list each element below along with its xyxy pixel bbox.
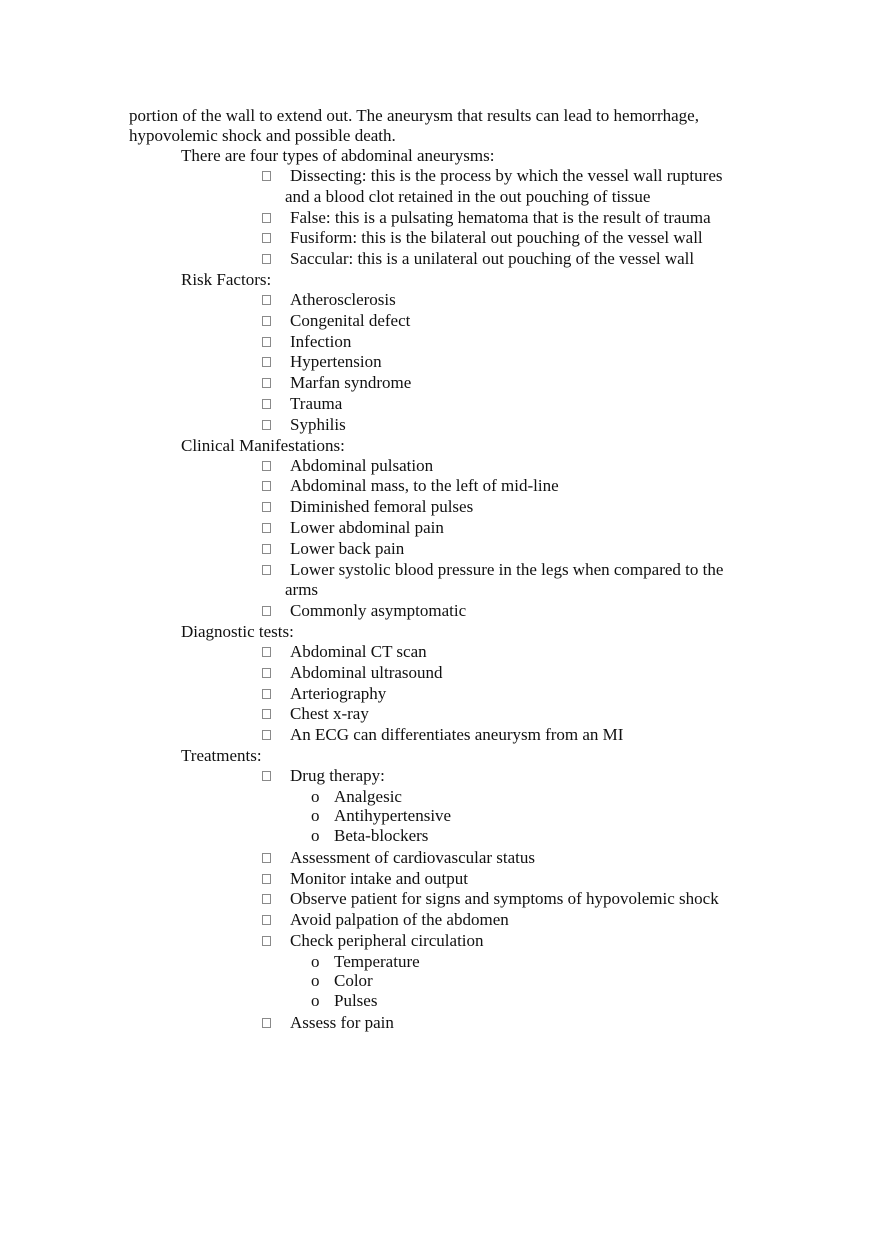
list-item: [0, 166, 745, 208]
sub-list-item-text: Pulses: [334, 991, 378, 1011]
content-body: [0, 146, 880, 1034]
risk-factors-heading: Risk Factors:: [181, 269, 272, 289]
list-item-text: Abdominal mass, to the left of mid-line: [290, 476, 559, 496]
list-item-text: Hypertension: [290, 352, 382, 372]
checkbox-bullet-icon: [262, 399, 271, 409]
list-item: [0, 910, 740, 931]
checkbox-bullet-icon: [262, 523, 271, 533]
list-item-text: Commonly asymptomatic: [290, 601, 467, 621]
list-item-text: Saccular: this is a unilateral out pouching of the vessel wall: [290, 249, 695, 269]
checkbox-bullet-icon: [262, 894, 271, 904]
list-item-text: Atherosclerosis: [290, 289, 396, 309]
list-item: [0, 373, 740, 394]
list-item: [0, 518, 740, 539]
list-item-text: Trauma: [290, 393, 343, 413]
list-item-text: Lower systolic blood pressure in the legs when compared to the arms: [285, 559, 724, 600]
list-item-text: Assessment of cardiovascular status: [290, 847, 536, 867]
checkbox-bullet-icon: [262, 730, 271, 740]
intro-line: portion of the wall to extend out. The aneurysm that results can lead to hemorrhage,: [129, 106, 699, 125]
clinical-manifestations-heading: Clinical Manifestations:: [181, 435, 345, 455]
sub-list-item: [0, 991, 880, 1011]
checkbox-bullet-icon: [262, 936, 271, 946]
list-item-text: Avoid palpation of the abdomen: [290, 910, 509, 930]
checkbox-bullet-icon: [262, 461, 271, 471]
list-item: [0, 539, 740, 560]
list-item: [0, 725, 740, 746]
list-item: [0, 332, 740, 353]
sub-list-item-text: Antihypertensive: [334, 806, 452, 826]
checkbox-bullet-icon: [262, 233, 271, 243]
checkbox-bullet-icon: [262, 171, 271, 181]
list-item: [0, 684, 740, 705]
circle-bullet-icon: o: [311, 806, 320, 826]
sub-list-item: [0, 787, 880, 807]
list-item: [0, 601, 740, 622]
checkbox-bullet-icon: [262, 378, 271, 388]
list-item-text: Lower back pain: [290, 538, 405, 558]
list-item-text: Dissecting: this is the process by which the vessel wall ruptures and a blood clot retained in the out pouching of tissue: [285, 166, 723, 206]
checkbox-bullet-icon: [262, 213, 271, 223]
checkbox-bullet-icon: [262, 254, 271, 264]
checkbox-bullet-icon: [262, 647, 271, 657]
checkbox-bullet-icon: [262, 853, 271, 863]
circle-bullet-icon: o: [311, 826, 320, 846]
list-item: [0, 663, 740, 684]
list-item: [0, 766, 740, 787]
clinical-manifestations-list: [0, 456, 880, 622]
list-item: [0, 889, 740, 910]
list-item-text: Arteriography: [290, 683, 387, 703]
list-item: [0, 249, 740, 270]
list-item-text: Chest x-ray: [290, 704, 369, 724]
list-item: [0, 704, 740, 725]
checkbox-bullet-icon: [262, 874, 271, 884]
list-item-text: Observe patient for signs and symptoms of hypovolemic shock: [290, 889, 719, 909]
sub-list-item-text: Analgesic: [334, 786, 402, 806]
circle-bullet-icon: o: [311, 991, 320, 1011]
list-item-text: Abdominal pulsation: [290, 455, 434, 475]
checkbox-bullet-icon: [262, 1018, 271, 1028]
list-item-text: Fusiform: this is the bilateral out pouching of the vessel wall: [290, 228, 703, 248]
circulation-sublist: [0, 952, 880, 1011]
intro-line: hypovolemic shock and possible death.: [129, 126, 396, 145]
list-item-text: Marfan syndrome: [290, 373, 412, 393]
list-item: [0, 290, 740, 311]
sub-list-item: [0, 826, 880, 846]
list-item-text: Lower abdominal pain: [290, 517, 444, 537]
checkbox-bullet-icon: [262, 689, 271, 699]
treatments-heading: Treatments:: [181, 745, 262, 765]
sub-list-item: [0, 952, 880, 972]
list-item: [0, 208, 740, 229]
list-item: [0, 394, 740, 415]
list-item-text: Infection: [290, 331, 352, 351]
checkbox-bullet-icon: [262, 357, 271, 367]
list-item: [0, 869, 740, 890]
list-item: [0, 476, 740, 497]
diagnostic-tests-heading: Diagnostic tests:: [181, 621, 294, 641]
types-heading: There are four types of abdominal aneurysms:: [181, 146, 495, 165]
list-item: [0, 642, 740, 663]
sub-list-item-text: Color: [334, 971, 373, 991]
list-item: [0, 848, 740, 869]
types-list: [0, 166, 880, 270]
list-item: [0, 456, 740, 477]
checkbox-bullet-icon: [262, 316, 271, 326]
treatments-list-final: [0, 1013, 880, 1034]
checkbox-bullet-icon: [262, 771, 271, 781]
intro-paragraph: [129, 106, 769, 146]
circle-bullet-icon: o: [311, 786, 320, 806]
list-item: [0, 352, 740, 373]
checkbox-bullet-icon: [262, 481, 271, 491]
checkbox-bullet-icon: [262, 915, 271, 925]
checkbox-bullet-icon: [262, 565, 271, 575]
list-item: [0, 497, 740, 518]
list-item-text: Drug therapy:: [290, 765, 385, 785]
list-item: [0, 311, 740, 332]
list-item-text: Abdominal CT scan: [290, 641, 427, 661]
list-item: [0, 1013, 740, 1034]
list-item-text: An ECG can differentiates aneurysm from an MI: [290, 725, 624, 745]
list-item-text: Assess for pain: [290, 1012, 394, 1032]
list-item: [0, 415, 740, 436]
treatments-list: [0, 766, 880, 787]
checkbox-bullet-icon: [262, 668, 271, 678]
sub-list-item-text: Beta-blockers: [334, 826, 429, 846]
checkbox-bullet-icon: [262, 709, 271, 719]
sub-list-item: [0, 971, 880, 991]
list-item: [0, 560, 745, 602]
list-item: [0, 931, 740, 952]
list-item-text: False: this is a pulsating hematoma that is the result of trauma: [290, 207, 711, 227]
treatments-list-continued: [0, 848, 880, 952]
drug-therapy-sublist: [0, 787, 880, 846]
list-item: [0, 228, 740, 249]
list-item-text: Check peripheral circulation: [290, 930, 484, 950]
checkbox-bullet-icon: [262, 544, 271, 554]
checkbox-bullet-icon: [262, 420, 271, 430]
list-item-text: Syphilis: [290, 414, 346, 434]
checkbox-bullet-icon: [262, 606, 271, 616]
sub-list-item-text: Temperature: [334, 951, 420, 971]
diagnostic-tests-list: [0, 642, 880, 746]
sub-list-item: [0, 806, 880, 826]
checkbox-bullet-icon: [262, 295, 271, 305]
checkbox-bullet-icon: [262, 337, 271, 347]
list-item-text: Diminished femoral pulses: [290, 497, 474, 517]
list-item-text: Congenital defect: [290, 310, 411, 330]
checkbox-bullet-icon: [262, 502, 271, 512]
risk-factors-list: [0, 290, 880, 436]
list-item-text: Monitor intake and output: [290, 868, 469, 888]
list-item-text: Abdominal ultrasound: [290, 662, 443, 682]
circle-bullet-icon: o: [311, 951, 320, 971]
circle-bullet-icon: o: [311, 971, 320, 991]
